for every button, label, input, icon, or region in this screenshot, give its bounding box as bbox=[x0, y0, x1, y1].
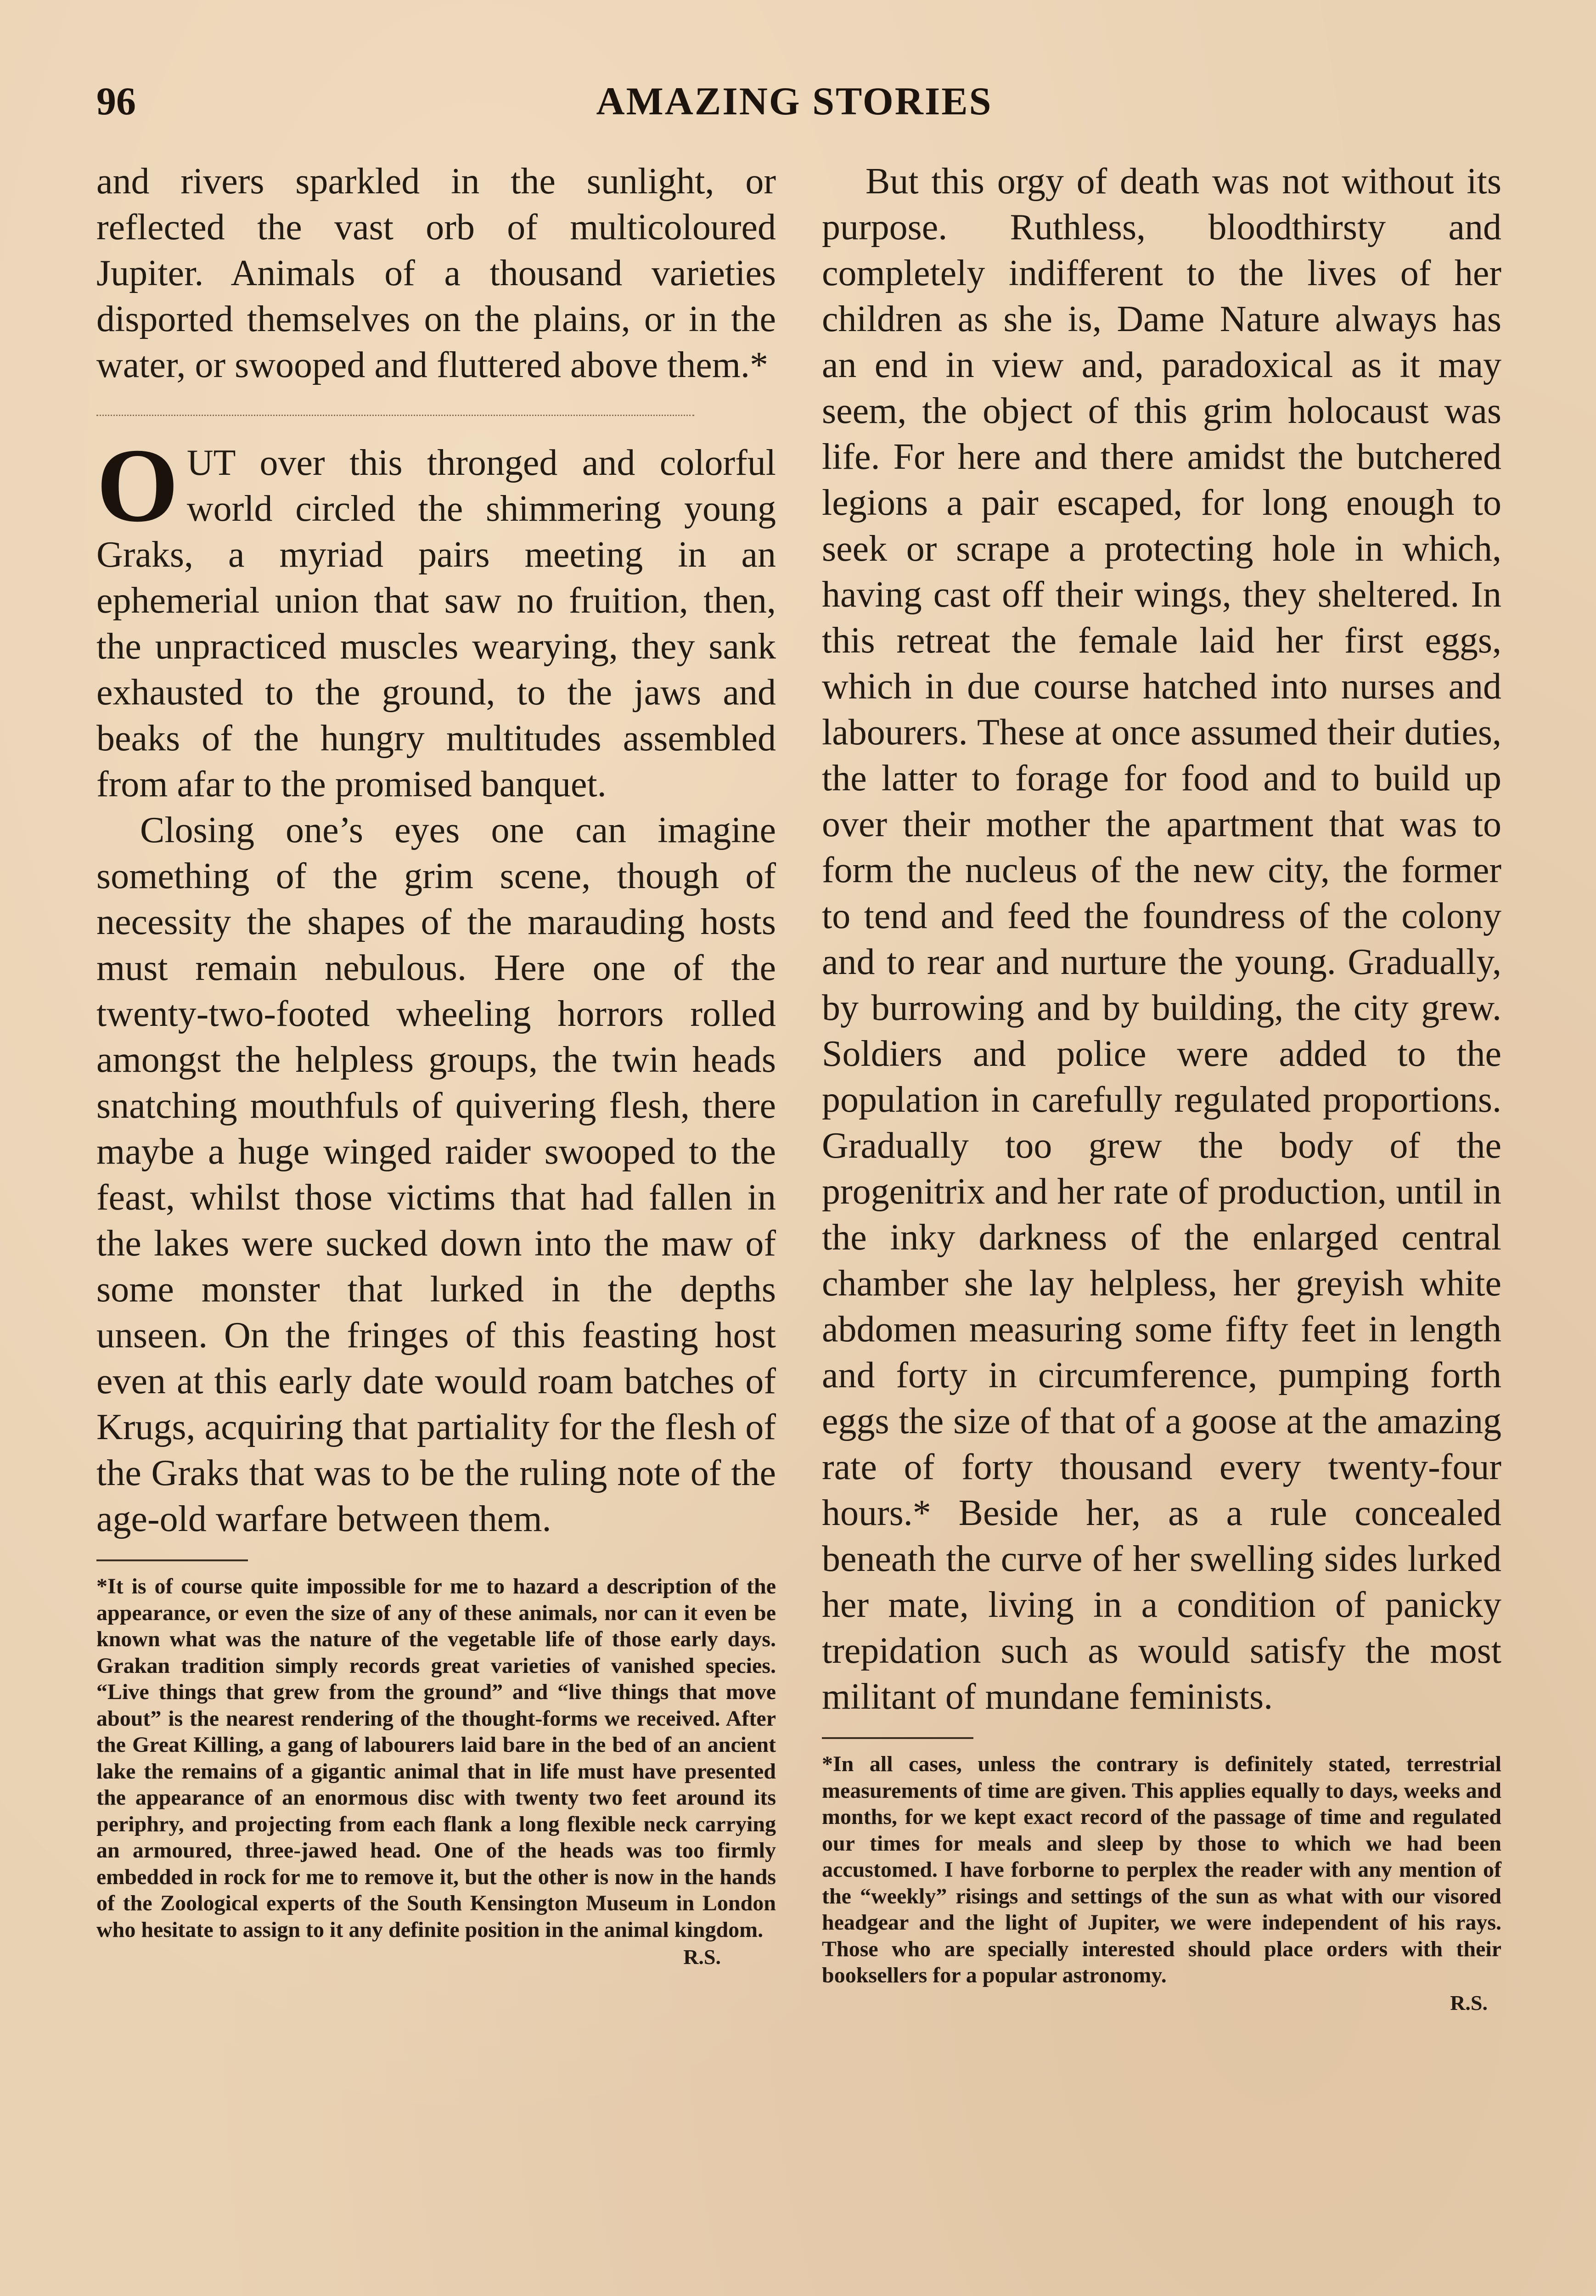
footnote-right-initials: R.S. bbox=[1450, 1991, 1488, 2015]
dropcap-paragraph-text: UT over this thronged and colorful world circled the shimmering young Graks, a myriad pairs meeting in an ephemerial union that saw no fruition, then, the unpracticed muscles wearying, they sank exhausted to the ground, to the jaws and beaks of the hungry multitudes assembled from afar to the promised banquet. bbox=[96, 443, 776, 805]
running-title: AMAZING STORIES bbox=[596, 79, 993, 123]
opening-paragraph: and rivers sparkled in the sunlight, or reflected the vast orb of multicoloured Jupiter. Animals of a thousand varieties disported themselves on the plains, or in the water, or swooped and fluttered above them.* bbox=[96, 161, 776, 385]
page-number: 96 bbox=[96, 79, 136, 123]
paragraph-closing-eyes: Closing one’s eyes one can imagine something of the grim scene, though of necessity the shapes of the marauding hosts must remain nebulous. Here one of the twenty-two-footed wheeling horrors rolled amongst the helpless groups, the twin heads snatching mouthfuls of quivering flesh, there maybe a huge winged raider swooped to the feast, whilst those victims that had fallen in the lakes were sucked down into the maw of some monster that lurked in the depths unseen. On the fringes of this feasting host even at this early date would roam batches of Krugs, acquiring that partiality for the flesh of the Graks that was to be the ruling note of the age-old warfare between them. bbox=[96, 810, 776, 1539]
dropcap-paragraph bbox=[96, 427, 776, 807]
page-header bbox=[92, 69, 1497, 129]
paragraph-orgy-of-death: But this orgy of death was not without its purpose. Ruthless, bloodthirsty and completely indifferent to the lives of her children as she is, Dame Nature always has an end in view and, paradoxical as it may seem, the object of this grim holocaust was life. For here and there amidst the butchered legions a pair escaped, for long enough to seek or scrape a protecting hole in which, having cast off their wings, they sheltered. In this retreat the female laid her first eggs, which in due course hatched into nurses and labourers. These at once assumed their duties, the latter to forage for food and to build up over their mother the apartment that was to form the nucleus of the new city, the former to tend and feed the foundress of the colony and to rear and nurture the young. Gradually, by burrowing and by building, the city grew. Soldiers and police were added to the population in carefully regulated proportions. Gradually too grew the body of the progenitrix and her rate of production, until in the inky darkness of the enlarged central chamber she lay helpless, her greyish white abdomen measuring some fifty feet in length and forty in circumference, pumping forth eggs the size of that of a goose at the amazing rate of forty thousand every twenty-four hours.* Beside her, as a rule concealed beneath the curve of her swelling sides lurked her mate, living in a condition of panicky trepidation such as would satisfy the most militant of mundane feminists. bbox=[822, 161, 1501, 1717]
footnote-rule bbox=[822, 1737, 973, 1739]
footnote-left-initials: R.S. bbox=[683, 1945, 721, 1969]
footnote-left: *It is of course quite impossible for me to hazard a description of the appearance, or even the size of any of these animals, nor can it even be known what was the nature of the vegetable life of those early days. Grakan tradition simply records great varieties of vanished species. “Live things that grew from the ground” and “live things that move about” is the nearest rendering of the thought-forms we received. After the Great Killing, a gang of labourers laid bare in the bed of an ancient lake the remains of a gigantic animal that in life must have presented the appearance of an enormous disc with twenty two feet around its periphry, and projecting from each flank a long flexible neck carrying an armoured, three-jawed head. One of the heads was too firmly embedded in rock for me to remove it, but the other is now in the hands of the Zoological experts of the South Kensington Museum in London who hesitate to assign to it any definite position in the animal kingdom. bbox=[96, 1574, 776, 1942]
section-divider bbox=[96, 415, 694, 416]
left-column bbox=[96, 158, 776, 1969]
drop-cap-letter: O bbox=[96, 427, 179, 544]
footnote-right: *In all cases, unless the contrary is definitely stated, terrestrial measurements of time are given. This applies equally to days, weeks and months, for we kept exact record of the passage of time and regulated our times for meals and sleep by those to which we had been accustomed. I have forborne to perplex the reader with any mention of the “weekly” risings and settings of the sun as what with our visored headgear and the light of Jupiter, we were independent of his rays. Those who are specially interested should place orders with their booksellers for a popular astronomy. bbox=[822, 1752, 1501, 1987]
right-column bbox=[822, 158, 1501, 2015]
footnote-rule bbox=[96, 1559, 248, 1561]
